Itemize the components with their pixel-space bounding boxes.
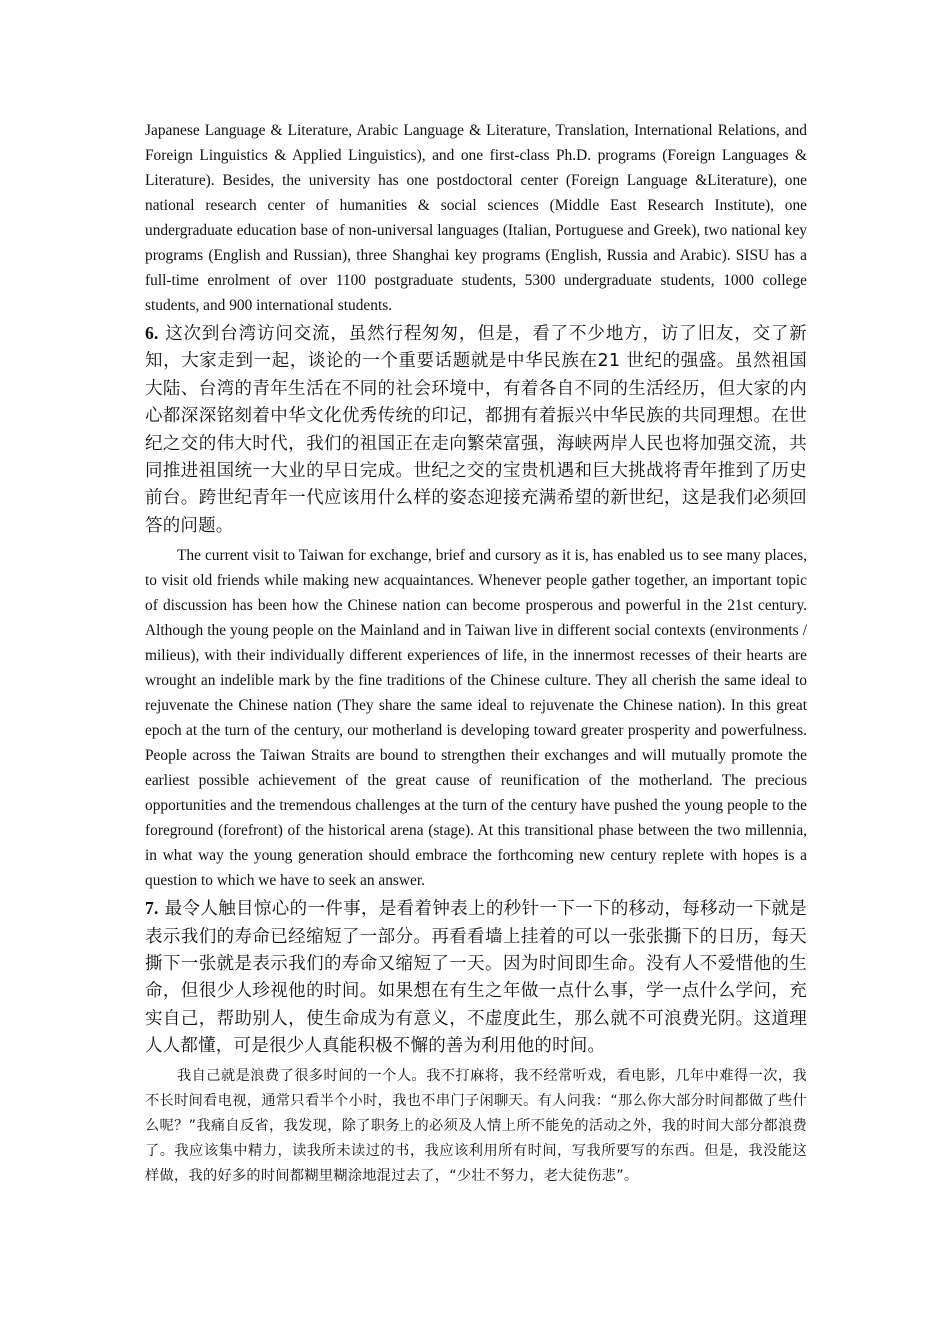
item-7-chinese-text: 最令人触目惊心的一件事，是看着钟表上的秒针一下一下的移动，每移动一下就是表示我们的寿命已经缩短了一部分。再看看墙上挂着的可以一张张撕下的日历，每天撕下一张就是表示我们的寿命又缩短了一天。因为时间即生命。没有人不爱惜他的生命，但很少人珍视他的时间。如果想在有生之年做一点什么事，学一点什么学问，充实自己，帮助别人，使生命成为有意义，不虚度此生，那么就不可浪费光阴。这道理人人都懂，可是很少人真能积极不懈的善为利用他的时间。: [145, 899, 807, 1057]
intro-english-paragraph: Japanese Language & Literature, Arabic Language & Literature, Translation, International Relations, and Foreign Linguistics & Applied Linguistics), and one first-class Ph.D. programs (Foreign Languages & Literature). Besides, the university has one postdoctoral center (Foreign Language &Literature), one national research center of humanities & social sciences (Middle East Research Institute), one undergraduate education base of non-universal languages (Italian, Portuguese and Greek), two national key programs (English and Russian), three Shanghai key programs (English, Russia and Arabic). SISU has a full-time enrolment of over 1100 postgraduate students, 5300 undergraduate students, 1000 college students, and 900 international students.: [145, 122, 807, 314]
item-6-chinese-text: 这次到台湾访问交流，虽然行程匆匆，但是，看了不少地方，访了旧友，交了新知，大家走到一起，谈论的一个重要话题就是中华民族在21 世纪的强盛。虽然祖国大陆、台湾的青年生活在不同的社会环境中，有着各自不同的生活经历，但大家的内心都深深铭刻着中华文化优秀传统的印记，都拥有着振兴中华民族的共同理想。在世纪之交的伟大时代，我们的祖国正在走向繁荣富强，海峡两岸人民也将加强交流，共同推进祖国统一大业的早日完成。世纪之交的宝贵机遇和巨大挑战将青年推到了历史前台。跨世纪青年一代应该用什么样的姿态迎接充满希望的新世纪，这是我们必须回答的问题。: [145, 324, 807, 536]
item-7-number: 7.: [145, 898, 159, 919]
item-7-chinese-continuation: 我自己就是浪费了很多时间的一个人。我不打麻将，我不经常听戏，看电影，几年中难得一次，我不长时间看电视，通常只看半个小时，我也不串门子闲聊天。有人问我：“那么你大部分时间都做了些什么呢？”我痛自反省，我发现，除了职务上的必须及人情上所不能免的活动之外，我的时间大部分都浪费了。我应该集中精力，读我所未读过的书，我应该利用所有时间，写我所要写的东西。但是，我没能这样做，我的好多的时间都糊里糊涂地混过去了，“少壮不努力，老大徒伤悲”。: [145, 1067, 807, 1184]
item-7-chinese-paragraph: [145, 895, 807, 1060]
item-6-english-paragraph: The current visit to Taiwan for exchange, brief and cursory as it is, has enabled us to see many places, to visit old friends while making new acquaintances. Whenever people gather together, an important topic of discussion has been how the Chinese nation can become prosperous and powerful in the 21st century. Although the young people on the Mainland and in Taiwan live in different social contexts (environments / milieus), with their individually different experiences of life, in the innermost recesses of their hearts are wrought an indelible mark by the fine traditions of the Chinese culture. They all cherish the same ideal to rejuvenate the Chinese nation (They share the same ideal to rejuvenate the Chinese nation). In this great epoch at the turn of the century, our motherland is developing toward greater prosperity and powerfulness. People across the Taiwan Straits are bound to strengthen their exchanges and will mutually promote the earliest possible achievement of the great cause of reunification of the motherland. The precious opportunities and the tremendous challenges at the turn of the century have pushed the young people to the foreground (forefront) of the historical arena (stage). At this transitional phase between the two millennia, in what way the young generation should embrace the forthcoming new century replete with hopes is a question to which we have to seek an answer.: [145, 547, 807, 890]
item-6-chinese-paragraph: [145, 320, 807, 540]
document-page: [145, 118, 807, 1189]
item-6-number: 6.: [145, 323, 159, 343]
